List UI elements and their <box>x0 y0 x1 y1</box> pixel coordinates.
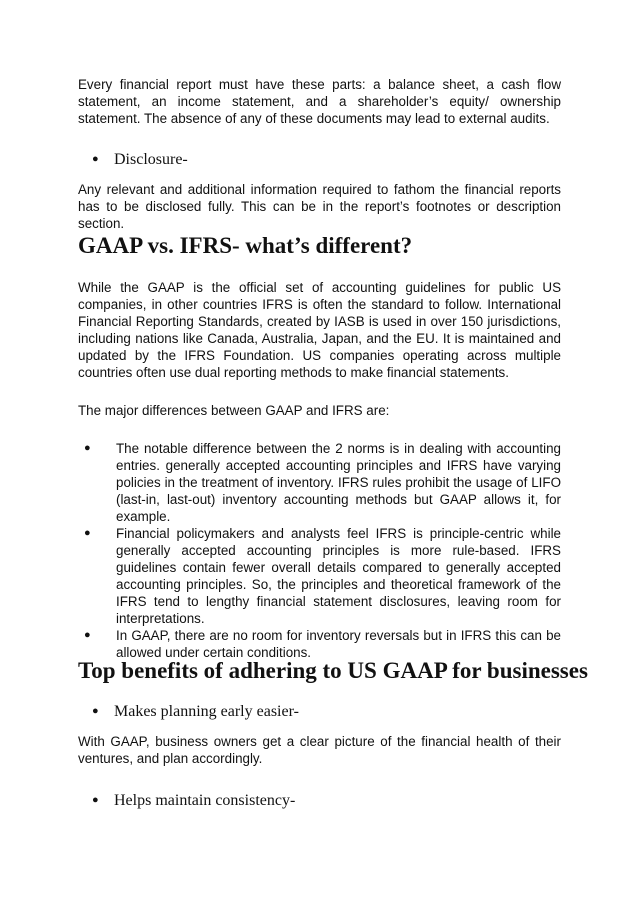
bullet-dot-icon: ● <box>92 705 99 717</box>
gaap-vs-ifrs-heading: GAAP vs. IFRS- what’s different? <box>78 233 413 258</box>
report-parts-paragraph: Every financial report must have these parts: a balance sheet, a cash flow statement, an income statement, and a shareholder’s equity/ ownership statement. The absence of any of these documents may lead to external audits. <box>78 77 561 126</box>
disclosure-bullet <box>92 149 188 170</box>
bullet-dot-icon: ● <box>84 629 91 641</box>
consistency-label: Helps maintain consistency- <box>114 792 296 809</box>
list-item <box>80 525 561 627</box>
bullet-dot-icon: ● <box>84 442 91 454</box>
planning-label: Makes planning early easier- <box>114 703 299 720</box>
list-item-text: Financial policymakers and analysts feel IFRS is principle-centric while generally accepted accounting principles is more rule-based. IFRS guidelines contain fewer overall details compared to generally accepted accounting principles. So, the principles and theoretical framework of the IFRS tend to lengthy financial statement disclosures, leaving room for interpretations. <box>116 526 561 626</box>
list-item-text: The notable difference between the 2 norms is in dealing with accounting entries. generally accepted accounting principles and IFRS have varying policies in the treatment of inventory. IFRS rules prohibit the usage of LIFO (last-in, last-out) inventory accounting methods but GAAP allows it, for example. <box>116 441 561 524</box>
bullet-dot-icon: ● <box>92 153 99 165</box>
list-item-text: In GAAP, there are no room for inventory reversals but in IFRS this can be allowed under certain conditions. <box>116 628 561 660</box>
list-item <box>80 440 561 525</box>
bullet-dot-icon: ● <box>84 527 91 539</box>
disclosure-label: Disclosure- <box>114 151 188 168</box>
major-differences-lead: The major differences between GAAP and IFRS are: <box>78 403 390 418</box>
planning-paragraph: With GAAP, business owners get a clear picture of the financial health of their ventures, and plan accordingly. <box>78 734 561 766</box>
list-item <box>80 627 561 661</box>
consistency-bullet <box>92 790 295 811</box>
gaap-vs-ifrs-intro-paragraph: While the GAAP is the official set of accounting guidelines for public US companies, in other countries IFRS is often the standard to follow. International Financial Reporting Standards, created by IASB is used in over 150 jurisdictions, including nations like Canada, Australia, Japan, and the EU. It is maintained and updated by the IFRS Foundation. US companies operating across multiple countries often use dual reporting methods to make financial statements. <box>78 280 561 380</box>
top-benefits-heading: Top benefits of adhering to US GAAP for businesses <box>78 658 588 683</box>
bullet-dot-icon: ● <box>92 794 99 806</box>
differences-list <box>80 440 561 661</box>
disclosure-paragraph: Any relevant and additional information required to fathom the financial reports has to be disclosed fully. This can be in the report’s footnotes or description section. <box>78 182 561 231</box>
planning-bullet <box>92 701 299 722</box>
